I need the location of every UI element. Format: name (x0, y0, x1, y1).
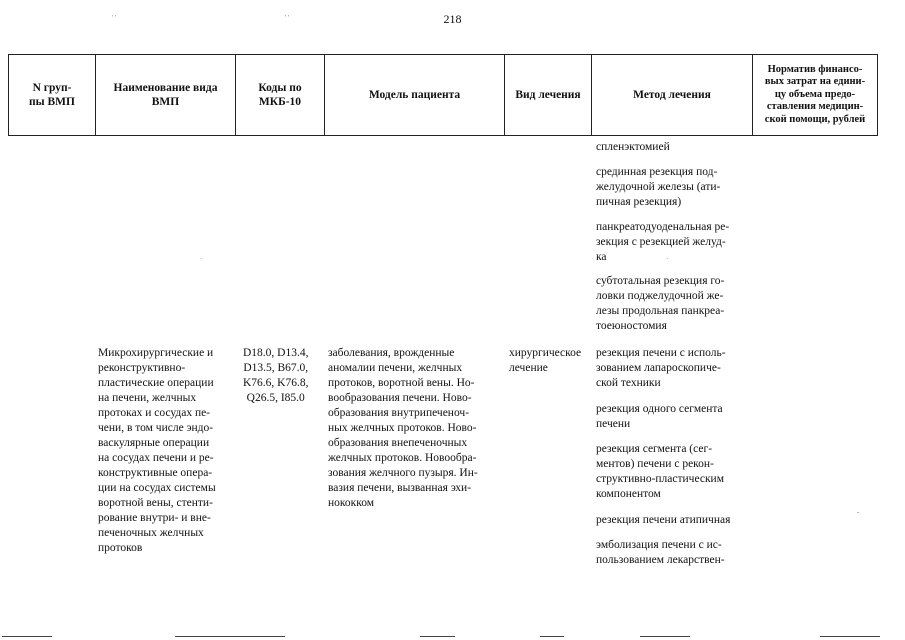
method-item: резекция печени атипичная (596, 514, 731, 526)
method-item: резекция одного сегмента печени (596, 403, 723, 430)
header-icd-codes: Коды по МКБ-10 (235, 55, 324, 135)
scan-artifact: · (666, 255, 669, 263)
method-item: субтотальная резекция го- ловки поджелудочной же- лезы продольная панкреа- тоеюностомия (596, 275, 725, 332)
footer-rule (540, 636, 564, 637)
method-item: резекция сегмента (сег- ментов) печени с рекон- структивно-пластическим компонентом (596, 443, 724, 500)
header-patient-model: Модель пациента (324, 55, 504, 135)
scan-artifact: ' ' (112, 14, 117, 22)
footer-rule (820, 636, 880, 637)
footer-rule (420, 636, 455, 637)
footer-rule (175, 636, 285, 637)
header-treatment-method: Метод лечения (591, 55, 752, 135)
icd-codes-cell: D18.0, D13.4, D13.5, B67.0, K76.6, K76.8, Q26.5, I85.0 (243, 347, 309, 404)
footer-rule (640, 636, 690, 637)
table-header (8, 54, 878, 136)
scan-artifact: - (857, 508, 860, 516)
scan-artifact: · (200, 255, 203, 263)
page-number: 218 (443, 12, 462, 26)
method-item: срединная резекция под- желудочной железы (ати- пичная резекция) (596, 166, 721, 208)
header-financial-norm: Норматив финансо- вых затрат на едини- цу объема предо- ставления медицин- ской помощи, рублей (752, 55, 878, 135)
treatment-type-cell: хирургическое лечение (509, 347, 582, 374)
method-item: резекция печени с исполь- зованием лапароскопиче- ской техники (596, 347, 726, 389)
vmp-name-cell: Микрохирургические и реконструктивно- пластические операции на печени, желчных протоках и сосудах пе- чени, в том числе эндо- васкулярные операции на сосудах печени и ре- конструктивные опера- ции на сосудах системы воротной вены, стенти- рование внутри- и вне- печеночных желчных протоков (98, 347, 216, 554)
header-treatment-type: Вид лечения (504, 55, 591, 135)
scan-artifact: ' ' (285, 14, 290, 22)
method-item: эмболизация печени с ис- пользованием лекарствен- (596, 539, 725, 566)
header-group-number: N груп- пы ВМП (8, 55, 95, 135)
patient-model-cell: заболевания, врожденные аномалии печени, желчных протоков, воротной вены. Но- вообразования печени. Ново- образования внутрипеченоч- ных желчных протоков. Ново- образования внепеченочных желчных протоков. Новообра- зования желчного пузыря. Ин- вазия печени, вызванная эхи- нококком (328, 347, 478, 509)
method-item: панкреатодуоденальная ре- зекция с резекцией желуд- ка (596, 221, 730, 263)
method-item: спленэктомией (596, 141, 670, 153)
footer-rule (2, 636, 52, 637)
header-vmp-name: Наименование вида ВМП (95, 55, 235, 135)
